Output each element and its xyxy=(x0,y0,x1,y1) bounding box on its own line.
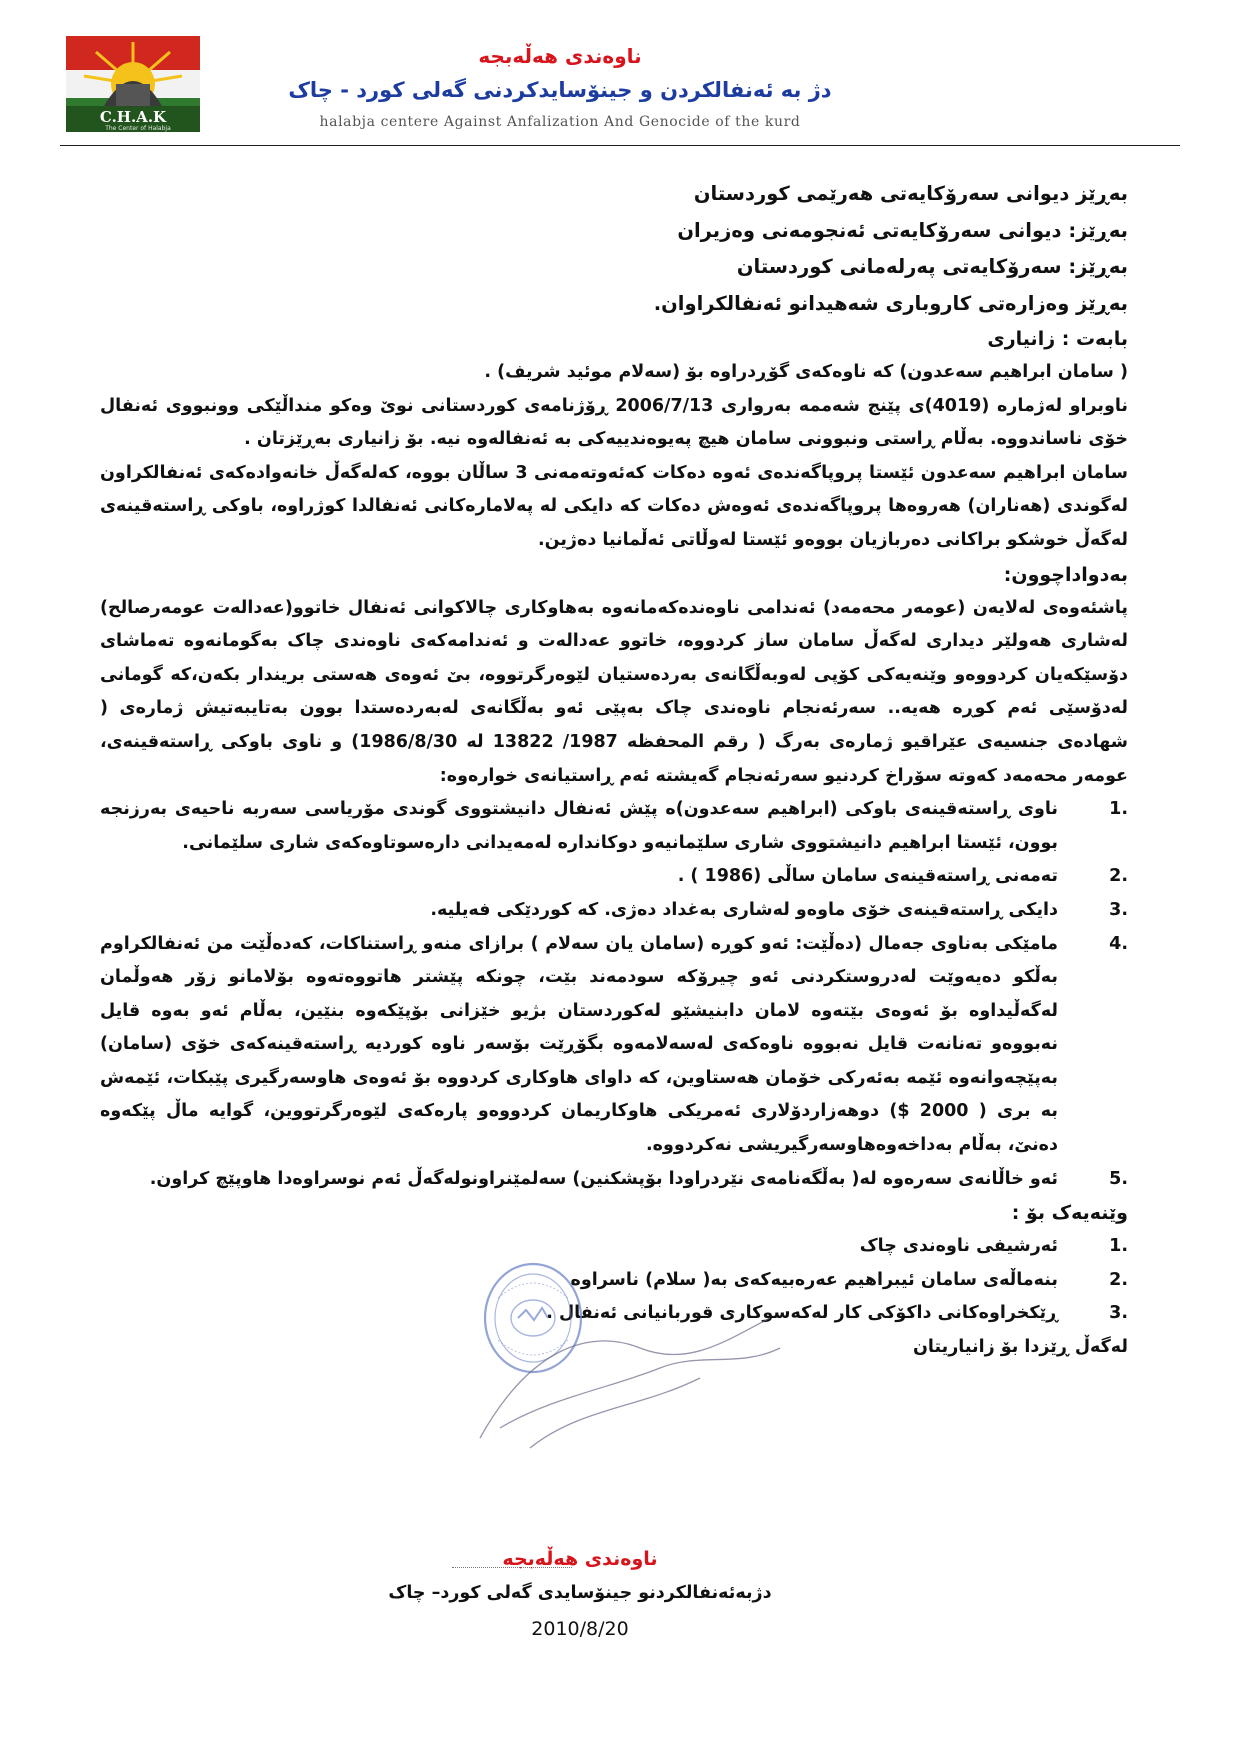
paragraph-3: پاشئەوەی لەلایەن (عومەر محەمەد) ئەندامی ناوەندەکەمانەوە بەهاوکاری چالاکوانی ئەنفال خاتوو(عەدالەت عومەرصالح) لەشاری هەولێر دیداری لەگەڵ سامان ساز کردووە، خاتوو عەدالەت و ئەندامەکەی ناوەندی چاک بەگومانەوە تەماشای دۆسێکەیان کردووەو وێنەیەکی کۆپی لەوبەڵگانەی بەردەستیان لێوەرگرتووە، بێ ئەوەی هەستی بریندار بکەن،کە گومانی لەدۆسێی ئەم کوڕە هەیە.. سەرئەنجام ناوەندی چاک بەپێی ئەو بەڵگانەی لەبەردەستدا بوون بەتایبەتیش ژمارەی ( شهادەی جنسیەی عێراقیو ژمارەی بەرگ ( رقم المحفظە 1987/ 13822 لە 1986/8/30) و ناوی باوکی ڕاستەقینەی، عومەر محەمەد کەوتە سۆراخ کردنیو سەرئەنجام گەیشتە ئەم ڕاستیانەی خوارەوە: xyxy=(100,597,1128,786)
org-name: ناوەندی هەڵەبجە xyxy=(478,44,642,68)
copy-item xyxy=(100,1264,1128,1298)
letter-body xyxy=(100,176,1128,1365)
copy-number: 2. xyxy=(1109,1269,1128,1290)
chak-logo xyxy=(66,36,200,132)
finding-text: مامێکی بەناوی جەمال (دەڵێت: ئەو کوڕە (سامان یان سەلام ) برازای منەو ڕاستناکات، کەدەڵێت من ئەنفالکراوم بەڵکو دەیەوێت لەدروستکردنی ئەو چیرۆکە سودمەند بێت، چونکە پێشتر هاتووەتەوە بۆلامانو زۆر هەوڵمان لەگەڵیداوە بۆ ئەوەی بێتەوە لامان دابنیشێو لەکوردستان بژیو خێزانی بۆپێکەوە بنێین، بەڵام ئەو بەوە قایل نەبووەو تەنانەت قایل نەبووە ناوەکەی لەسەلامەوە بگۆڕێت بۆسەر ناوە کوردیە ڕاستەقینەکەی خۆی (سامان) بەپێچەوانەوە ئێمە بەئەرکی خۆمان هەستاوین، کە داوای هاوکاری کردووە بۆ ئەوەی هاوسەرگیری پێبکات، ئێمەش بە بری ( 2000 $) دوهەزاردۆلاری ئەمریکی هاوکاریمان کردووەو پارەکەی لێوەرگرتووین، گوایە ماڵ پێکەوە دەنێ، بەڵام بەداخەوەهاوسەرگیریشی نەکردووە. xyxy=(100,933,1058,1156)
finding-item xyxy=(100,928,1128,1163)
finding-text: ناوی ڕاستەقینەی باوکی (ابراهیم سەعدون)ە پێش ئەنفال دانیشتووی گوندی مۆریاسی سەربە ناحیەی بەرزنجە بوون، ئێستا ابراهیم دانیشتووی شاری سلێمانیەو دوکاندارە لەمەیدانی دارەسوتاوەکەی شاری سلێمانی. xyxy=(100,799,1058,853)
copy-number: 1. xyxy=(1109,1236,1128,1257)
addressee-1: بەڕێز دیوانی سەرۆکایەتی هەرێمی کوردستان xyxy=(693,182,1128,205)
subject-line: بابەت : زانیاری xyxy=(987,328,1128,350)
finding-item xyxy=(100,860,1128,894)
copies-heading: وێنەیەک بۆ : xyxy=(1011,1202,1128,1225)
signature xyxy=(470,1308,790,1468)
followup-heading: بەدواداچوون: xyxy=(1003,563,1128,586)
org-english-name: halabja centere Against Anfalization And Genocide of the kurd xyxy=(319,114,801,130)
copy-text: بنەماڵەی سامان ئیبراهیم عەرەبیەکەی بە( سلام) ناسراوە xyxy=(570,1269,1058,1290)
footer-org-name: ناوەندی هەڵەبجە xyxy=(502,1548,658,1570)
paragraph-1: ناوبراو لەژمارە (4019)ی پێنج شەممە بەرواری 2006/7/13 ڕۆژنامەی کوردستانی نوێ وەکو منداڵێکی وونبووی ئەنفال خۆی ناساندووە. بەڵام ڕاستی ونبوونی سامان هیچ پەیوەندییەکی بە ئەنفالەوە نیە. بۆ زانیاری بەڕێزتان . xyxy=(100,395,1129,450)
finding-number: 2. xyxy=(1109,866,1128,887)
copy-text: ئەرشیفی ناوەندی چاک xyxy=(859,1236,1058,1257)
addressee-3: بەڕێز: سەرۆکایەتی پەرلەمانی کوردستان xyxy=(736,255,1128,278)
logo-subtext: The Center of Halabja xyxy=(105,125,171,132)
finding-text: دایکی ڕاستەقینەی خۆی ماوەو لەشاری بەغداد دەژی. کە کوردێکی فەیلیە. xyxy=(430,899,1058,920)
finding-item xyxy=(100,793,1128,860)
finding-text: ئەو خاڵانەی سەرەوە لە( بەڵگەنامەی نێردراودا بۆپشکنین) سەلمێنراونولەگەڵ ئەم نوسراوەدا هاوپێچ کراون. xyxy=(149,1168,1058,1189)
addressee-4: بەڕێز وەزارەتی کاروباری شەهیدانو ئەنفالکراوان. xyxy=(653,291,1128,315)
copy-item xyxy=(100,1230,1128,1264)
letter-date: 2010/8/20 xyxy=(531,1618,629,1640)
copy-text: ڕێکخراوەکانی داکۆکی کار لەکەسوکاری قوربانیانی ئەنفال . xyxy=(546,1303,1058,1324)
finding-number: 4. xyxy=(1109,933,1128,954)
finding-number: 3. xyxy=(1109,899,1128,920)
logo-text: C.H.A.K xyxy=(99,108,167,126)
footer-org-full: دژبەئەنفالکردنو جینۆسایدی گەلی کورد– چاک xyxy=(388,1583,772,1603)
copy-number: 3. xyxy=(1109,1303,1128,1324)
addressee-2: بەڕێز: دیوانی سەرۆکایەتی ئەنجومەنی وەزیران xyxy=(677,218,1128,242)
intro-line: ( سامان ابراهیم سەعدون) کە ناوەکەی گۆڕدراوە بۆ (سەلام موئید شریف) . xyxy=(484,362,1128,382)
finding-number: 5. xyxy=(1109,1168,1128,1189)
finding-text: تەمەنی ڕاستەقینەی سامان ساڵی (1986 ) . xyxy=(677,866,1058,887)
finding-item xyxy=(100,1163,1128,1197)
paragraph-2: سامان ابراهیم سەعدون ئێستا پروپاگەندەی ئەوە دەکات کەئەوتەمەنی 3 ساڵان بووە، کەلەگەڵ خانەوادەکەی ئەنفالکراون لەگوندی (هەناران) هەروەها پروپاگەندەی ئەوەش دەکات کە دایکی لە پەلامارەکانی ئەنفالدا کوژراوە، باوکی ڕاستەقینەی لەگەڵ خوشکو براکانی دەربازیان بووەو ئێستا لەوڵاتی ئەڵمانیا دەژین. xyxy=(100,462,1129,550)
finding-item xyxy=(100,894,1128,928)
finding-number: 1. xyxy=(1109,799,1128,820)
header-divider xyxy=(60,145,1180,146)
org-full-name: دژ بە ئەنفالکردن و جینۆسایدکردنی گەلی کورد - چاک xyxy=(288,78,832,102)
closing-line: لەگەڵ ڕێزدا بۆ زانیاریتان xyxy=(913,1337,1128,1358)
